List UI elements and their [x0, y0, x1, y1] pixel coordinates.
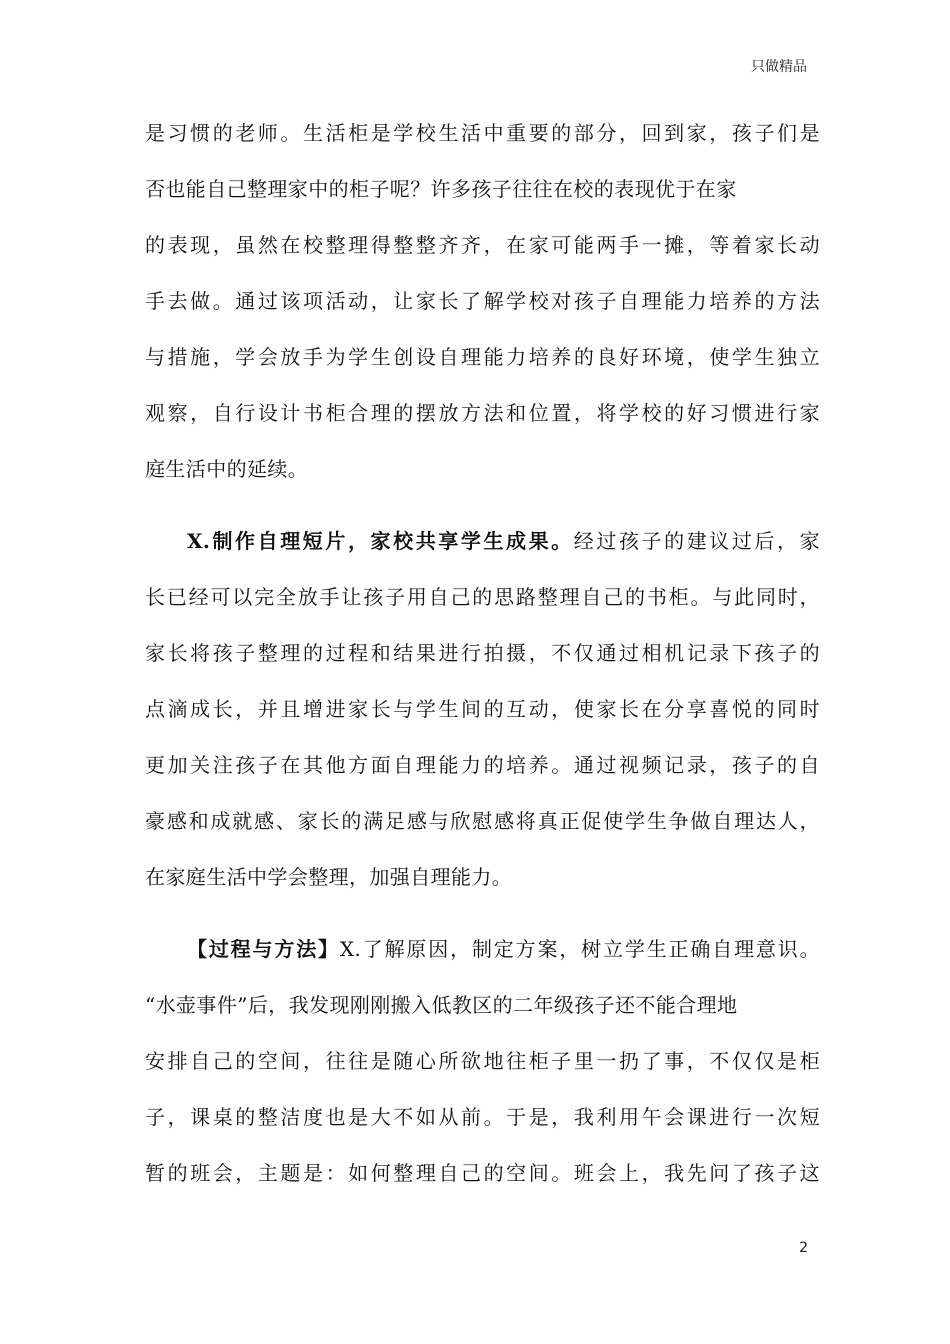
text-line	[145, 929, 820, 985]
text-line: 点滴成长，并且增进家长与学生间的互动，使家长在分享喜悦的同时	[145, 697, 820, 721]
text-line: 暂的班会，主题是：如何整理自己的空间。班会上，我先问了孩子这	[145, 1161, 820, 1185]
page-header: 只做精品	[751, 59, 807, 75]
text-line: 庭生活中的延续。	[145, 457, 309, 481]
document-body	[145, 113, 820, 1209]
text-line: 子，课桌的整洁度也是大不如从前。于是，我利用午会课进行一次短	[145, 1105, 820, 1129]
text-line: 是习惯的老师。生活柜是学校生活中重要的部分，回到家，孩子们是	[145, 121, 820, 145]
text-line: “水壶事件”后，我发现刚刚搬入低教区的二年级孩子还不能合理地	[145, 993, 738, 1017]
section-heading: X.制作自理短片，家校共享学生成果。	[187, 529, 574, 553]
text-line: 与措施，学会放手为学生创设自理能力培养的良好环境，使学生独立	[145, 345, 820, 369]
paragraph-1	[145, 113, 820, 505]
text-line	[145, 521, 820, 577]
text-run: X.了解原因，制定方案，树立学生正确自理意识。	[339, 937, 820, 961]
text-line: 的表现，虽然在校整理得整整齐齐，在家可能两手一摊，等着家长动	[145, 233, 820, 257]
text-line: 否也能自己整理家中的柜子呢？许多孩子往往在校的表现优于在家	[145, 177, 737, 201]
text-line: 长已经可以完全放手让孩子用自己的思路整理自己的书柜。与此同时，	[145, 585, 820, 609]
text-line: 观察，自行设计书柜合理的摆放方法和位置，将学校的好习惯进行家	[145, 401, 820, 425]
section-heading: 【过程与方法】	[187, 937, 340, 961]
text-line: 家长将孩子整理的过程和结果进行拍摄，不仅通过相机记录下孩子的	[145, 641, 820, 665]
page-number: 2	[799, 1240, 808, 1256]
text-line: 豪感和成就感、家长的满足感与欣慰感将真正促使学生争做自理达人，	[145, 809, 820, 833]
paragraph-2	[145, 521, 820, 913]
paragraph-3	[145, 929, 820, 1209]
text-run: 经过孩子的建议过后，家	[573, 529, 820, 553]
text-line: 安排自己的空间，往往是随心所欲地往柜子里一扔了事，不仅仅是柜	[145, 1049, 820, 1073]
text-line: 在家庭生活中学会整理，加强自理能力。	[145, 865, 513, 889]
text-line: 手去做。通过该项活动，让家长了解学校对孩子自理能力培养的方法	[145, 289, 820, 313]
text-line: 更加关注孩子在其他方面自理能力的培养。通过视频记录，孩子的自	[145, 753, 820, 777]
